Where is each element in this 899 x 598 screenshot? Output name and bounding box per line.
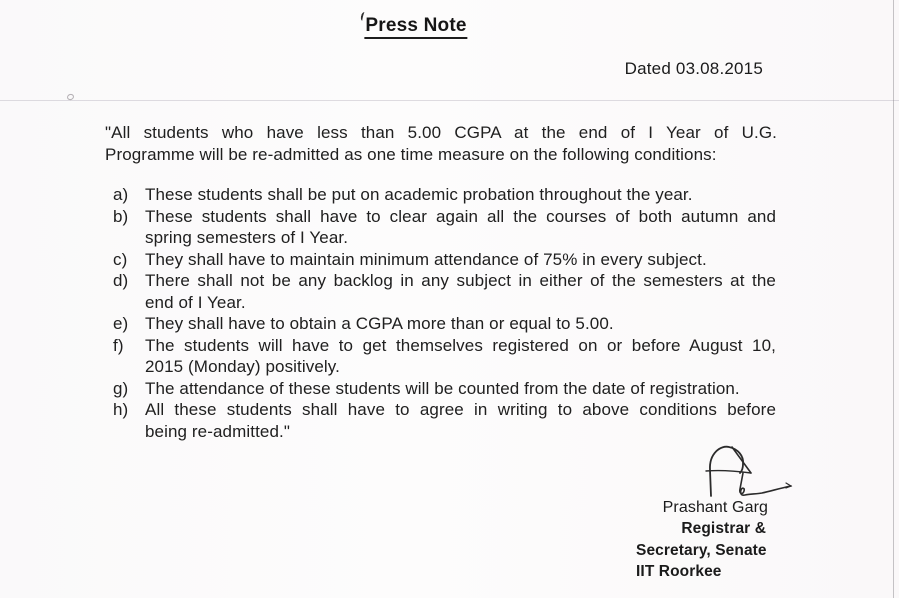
signature-block bbox=[636, 497, 768, 582]
condition-marker: f) bbox=[113, 335, 124, 355]
condition-line: There shall not be any backlog in any subject in either of the semesters at the bbox=[145, 271, 776, 290]
conditions-list bbox=[113, 184, 776, 442]
condition-marker: h) bbox=[113, 400, 129, 419]
condition-text bbox=[145, 184, 776, 206]
signatory-name: Prashant Garg bbox=[662, 499, 768, 516]
condition-line: These students shall be put on academic probation throughout the year. bbox=[145, 185, 693, 204]
condition-item bbox=[113, 249, 776, 271]
condition-marker: d) bbox=[113, 271, 129, 290]
condition-line: The students will have to get themselves registered on or before August 10, bbox=[145, 335, 776, 355]
condition-line: These students shall have to clear again all the courses of both autumn and bbox=[145, 206, 776, 226]
signatory-title-line: IIT Roorkee bbox=[636, 563, 722, 580]
condition-marker: b) bbox=[113, 206, 129, 226]
intro-line: "All students who have less than 5.00 CGPA at the end of I Year of U.G. bbox=[105, 123, 777, 142]
condition-text bbox=[145, 206, 776, 249]
condition-text bbox=[145, 378, 776, 400]
page-title bbox=[364, 15, 467, 37]
condition-text bbox=[145, 335, 776, 378]
condition-item bbox=[113, 270, 776, 313]
page-title-text: Press Note bbox=[364, 15, 467, 39]
condition-text bbox=[145, 313, 776, 335]
condition-marker: e) bbox=[113, 314, 129, 333]
condition-line: spring semesters of I Year. bbox=[145, 228, 349, 247]
condition-text bbox=[145, 270, 776, 313]
condition-item bbox=[113, 313, 776, 335]
condition-line: They shall have to obtain a CGPA more than or equal to 5.00. bbox=[145, 314, 614, 333]
condition-item bbox=[113, 378, 776, 400]
signature-scribble bbox=[698, 443, 796, 501]
signatory-title-line: Secretary, Senate bbox=[636, 542, 767, 559]
condition-line: They shall have to maintain minimum attendance of 75% in every subject. bbox=[145, 249, 707, 269]
scan-artifact-horizontal-line bbox=[0, 100, 899, 101]
condition-marker: g) bbox=[113, 378, 129, 398]
condition-marker: a) bbox=[113, 185, 129, 204]
dated-label: Dated 03.08.2015 bbox=[624, 59, 763, 78]
condition-line: All these students shall have to agree in writing to above conditions before bbox=[145, 400, 776, 419]
condition-item bbox=[113, 335, 776, 378]
condition-item bbox=[113, 184, 776, 206]
condition-marker: c) bbox=[113, 249, 128, 269]
condition-text bbox=[145, 399, 776, 442]
condition-text bbox=[145, 249, 776, 271]
condition-line: end of I Year. bbox=[145, 292, 246, 312]
condition-line: The attendance of these students will be counted from the date of registration. bbox=[145, 378, 740, 398]
intro-paragraph bbox=[105, 122, 777, 165]
condition-line: being re-admitted." bbox=[145, 421, 290, 441]
signatory-title-line: Registrar & bbox=[681, 520, 766, 537]
condition-item bbox=[113, 206, 776, 249]
scan-artifact-vertical-line bbox=[893, 0, 894, 598]
condition-line: 2015 (Monday) positively. bbox=[145, 357, 340, 376]
condition-item bbox=[113, 399, 776, 442]
intro-line: Programme will be re-admitted as one time measure on the following conditions: bbox=[105, 144, 717, 164]
